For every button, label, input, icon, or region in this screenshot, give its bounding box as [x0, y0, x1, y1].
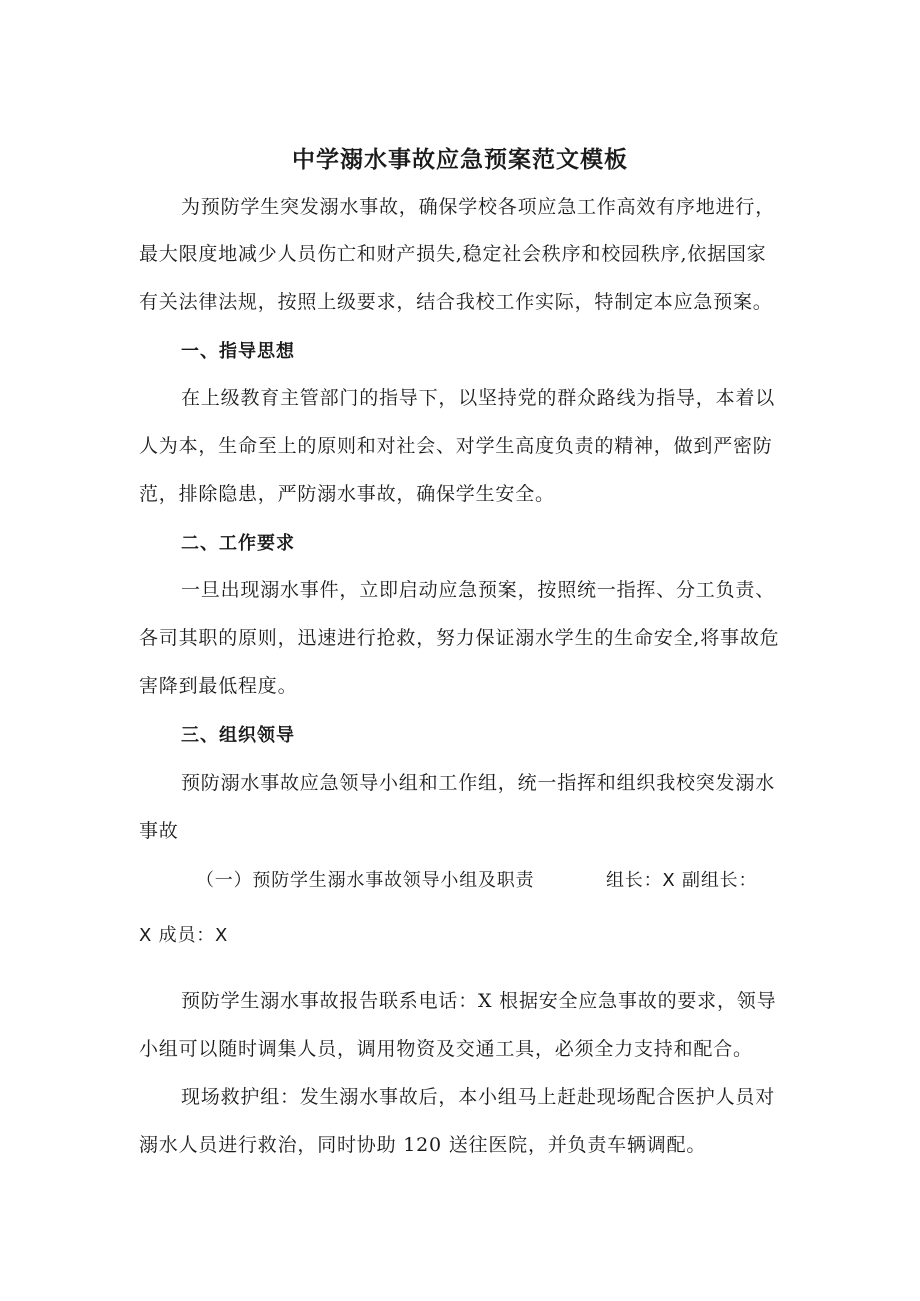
section-1-line-2: 人为本，生命至上的原则和对社会、对学生高度负责的精神，做到严密防 — [139, 435, 773, 457]
document-title: 中学溺水事故应急预案范文模板 — [292, 147, 628, 173]
section-3-heading: 三、组织领导 — [181, 725, 295, 746]
leadership-group-title: （一）预防学生溺水事故领导小组及职责 — [196, 870, 535, 891]
section-2-line-3: 害降到最低程度。 — [139, 675, 298, 697]
rescue-line-2: 溺水人员进行救治，同时协助 120 送往医院，并负责车辆调配。 — [139, 1134, 707, 1156]
report-line-2: 小组可以随时调集人员，调用物资及交通工具，必须全力支持和配合。 — [139, 1038, 753, 1060]
section-1-line-3: 范，排除隐患，严防溺水事故，确保学生安全。 — [139, 483, 555, 505]
leadership-group-members: X 成员：X — [139, 925, 229, 946]
intro-line-2: 最大限度地减少人员伤亡和财产损失,稳定社会秩序和校园秩序,依据国家 — [139, 243, 767, 265]
section-3-line-2: 事故 — [139, 820, 179, 842]
rescue-line-1: 现场救护组：发生溺水事故后，本小组马上赶赴现场配合医护人员对 — [181, 1086, 776, 1108]
section-2-line-2: 各司其职的原则，迅速进行抢救，努力保证溺水学生的生命安全,将事故危 — [139, 627, 780, 649]
section-2-heading: 二、工作要求 — [181, 533, 295, 554]
intro-line-1: 为预防学生突发溺水事故，确保学校各项应急工作高效有序地进行， — [181, 196, 776, 218]
report-line-1: 预防学生溺水事故报告联系电话：X 根据安全应急事故的要求，领导 — [181, 990, 777, 1012]
section-1-line-1: 在上级教育主管部门的指导下，以坚持党的群众路线为指导，本着以 — [181, 387, 776, 409]
section-2-line-1: 一旦出现溺水事件，立即启动应急预案，按照统一指挥、分工负责、 — [181, 579, 776, 601]
leadership-group-roles: 组长：X 副组长： — [606, 870, 758, 891]
intro-line-3: 有关法律法规，按照上级要求，结合我校工作实际，特制定本应急预案。 — [139, 291, 773, 313]
section-3-line-1: 预防溺水事故应急领导小组和工作组，统一指挥和组织我校突发溺水 — [181, 772, 776, 794]
section-1-heading: 一、指导思想 — [181, 341, 295, 362]
